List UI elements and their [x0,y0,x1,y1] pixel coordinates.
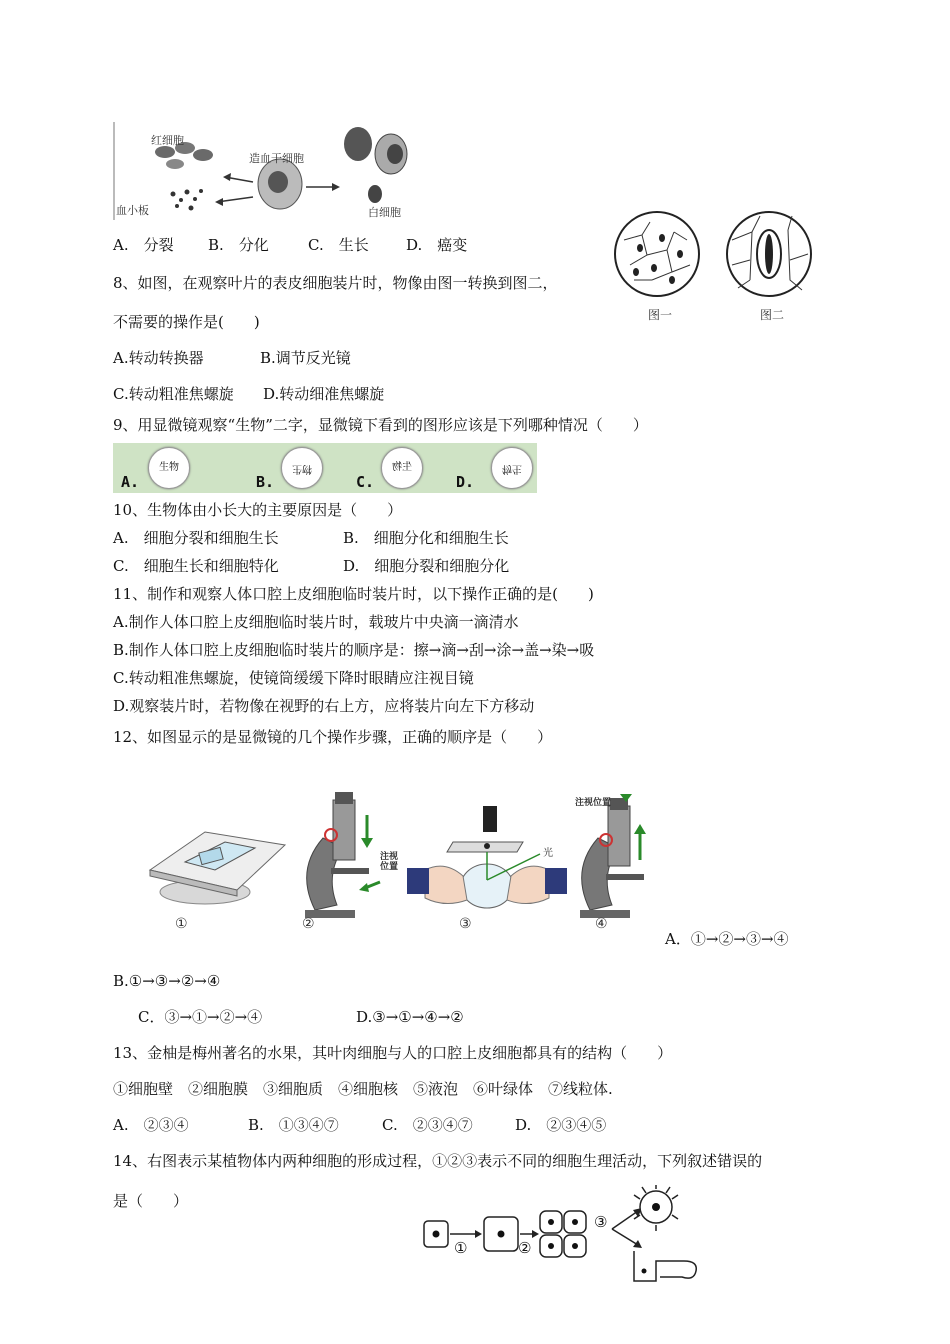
q9-option-c-letter: C. [356,473,375,491]
q14-stem-line2: 是（ ） [113,1192,189,1210]
q11-option-b: B.制作人体口腔上皮细胞临时装片的顺序是：擦→滴→刮→涂→盖→染→吸 [113,641,595,659]
fig2-caption: 图二 [760,308,785,322]
q8-stem-line1: 8、如图，在观察叶片的表皮细胞装片时，物像由图一转换到图二， [113,274,558,292]
label-white-blood-cell: 白细胞 [368,206,401,219]
q8-option-a: A.转动转换器 [113,349,204,367]
q7-options [113,235,467,255]
q9-stem: 9、用显微镜观察“生物”二字，显微镜下看到的图形应该是下列哪种情况（ ） [113,416,648,434]
q8-option-c: C.转动粗准焦螺旋 [113,385,234,403]
leaf-epidermis-figures [612,210,822,325]
q14-label-2: ② [518,1239,532,1257]
label-red-blood-cell: 红细胞 [151,134,184,147]
q9-option-b-view: 物生 [281,447,323,489]
q9-options-panel [113,443,537,493]
q12-step1-label: ① [175,916,188,932]
q10-options-cd [113,556,509,576]
blood-cell-differentiation-figure [113,122,413,222]
q11-option-d: D.观察装片时，若物像在视野的右上方，应将装片向左下方移动 [113,697,535,715]
q12-watch-label-2: 注视 位置 [380,852,399,872]
q12-option-a: A．①→②→③→④ [665,930,789,948]
q13-option-c: C. ②③④⑦ [382,1116,473,1134]
q8-option-d: D.转动细准焦螺旋 [263,385,385,403]
q9-option-b-letter: B. [256,473,275,491]
q12-option-b: B.①→③→②→④ [113,972,221,990]
label-platelet: 血小板 [116,204,149,217]
q11-option-c: C.转动粗准焦螺旋，使镜筒缓缓下降时眼睛应注视目镜 [113,669,474,687]
q8-options-cd [113,384,384,404]
q9-option-a-view: 生物 [148,447,190,489]
q9-option-d-view: 物生 [491,447,533,489]
q10-option-c: C. 细胞生长和细胞特化 [113,557,279,575]
q8-option-b: B.调节反光镜 [260,349,351,367]
q10-option-d: D. 细胞分裂和细胞分化 [343,557,510,575]
q9-option-a-letter: A. [121,473,140,491]
q13-option-a: A. ②③④ [113,1116,189,1134]
q10-option-a: A. 细胞分裂和细胞生长 [113,529,279,547]
q12-step2-label: ② [302,916,315,932]
q12-light-label: 光 [543,848,553,859]
q13-option-d: D. ②③④⑤ [515,1116,607,1134]
q13-items: ①细胞壁 ②细胞膜 ③细胞质 ④细胞核 ⑤液泡 ⑥叶绿体 ⑦线粒体. [113,1080,613,1098]
q12-option-d: D.③→①→④→② [356,1008,464,1026]
q12-watch-label-4: 注视位置 [575,798,612,808]
q11-stem: 11、制作和观察人体口腔上皮细胞临时装片时，以下操作正确的是( ) [113,585,594,603]
q13-stem: 13、金柚是梅州著名的水果，其叶肉细胞与人的口腔上皮细胞都具有的结构（ ） [113,1044,673,1062]
q10-options-ab [113,528,509,548]
microscope-steps-figure [145,790,665,940]
q14-label-1: ① [454,1239,468,1257]
q13-options [113,1115,606,1135]
q10-option-b: B. 细胞分化和细胞生长 [343,529,509,547]
q8-options-ab [113,348,351,368]
q12-options-cd [138,1007,464,1027]
fig1-caption: 图一 [648,308,673,322]
q12-option-c: C．③→①→②→④ [138,1008,263,1026]
q9-option-c-view: 生物 [381,447,423,489]
q13-option-b: B. ①③④⑦ [248,1116,339,1134]
q11-option-a: A.制作人体口腔上皮细胞临时装片时，载玻片中央滴一滴清水 [113,613,519,631]
q14-stem-line1: 14、右图表示某植物体内两种细胞的形成过程，①②③表示不同的细胞生理活动，下列叙述错误的 [113,1152,763,1170]
q7-option-b: B. 分化 [208,236,269,254]
q8-stem-line2: 不需要的操作是( ) [113,313,260,331]
q7-option-a: A. 分裂 [113,236,174,254]
q10-stem: 10、生物体由小长大的主要原因是（ ） [113,501,403,519]
q9-option-d-letter: D. [456,473,475,491]
q12-stem: 12、如图显示的是显微镜的几个操作步骤，正确的顺序是（ ） [113,728,553,746]
q7-option-d: D. 癌变 [406,236,468,254]
label-stem-cell: 造血干细胞 [249,152,304,165]
q12-step3-label: ③ [459,916,472,932]
q14-label-3: ③ [594,1213,608,1231]
q12-step4-label: ④ [595,916,608,932]
cell-formation-figure [420,1185,720,1290]
q7-option-c: C. 生长 [308,236,369,254]
